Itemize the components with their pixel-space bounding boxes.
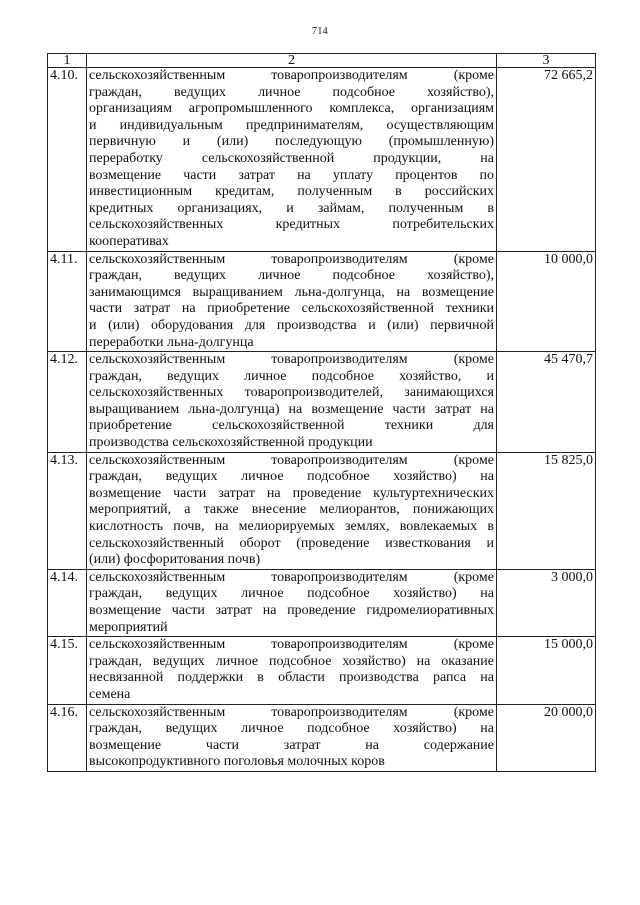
row-description [87, 251, 497, 352]
description-line: граждан, ведущих личное подсобное хозяйство) на [89, 469, 494, 485]
row-amount: 3 000,0 [497, 569, 596, 636]
description-line: кредитных организациях, и займам, полученным в [89, 200, 494, 216]
description-line: сельскохозяйственным товаропроизводителям (кроме [89, 569, 494, 585]
description-line: семена [89, 686, 131, 702]
description-line: возмещение части затрат на уплату процентов по [89, 167, 494, 183]
table-row [48, 704, 596, 771]
row-description [87, 637, 497, 704]
description-line: граждан, ведущих личное подсобное хозяйство, и [89, 368, 494, 384]
row-number: 4.11. [48, 251, 87, 352]
description-line: и индивидуальным предпринимателям, осуществляющим [89, 117, 494, 133]
description-line: мероприятий, а также внесение мелиорантов, понижающих [89, 502, 494, 518]
description-line: инвестиционным кредитам, полученным в российских [89, 184, 494, 200]
table-body [48, 68, 596, 772]
description-line: выращиванием льна-долгунца) на возмещение части затрат на [89, 401, 494, 417]
description-line: граждан, ведущих личное подсобное хозяйство), [89, 84, 494, 100]
description-line: переработку сельскохозяйственной продукции, на [89, 150, 494, 166]
description-line: возмещение части затрат на содержание [89, 737, 494, 753]
description-line: сельскохозяйственный оборот (проведение известкования и [89, 535, 494, 551]
description-line: граждан, ведущих личное подсобное хозяйство), [89, 268, 494, 284]
header-col-3: 3 [497, 54, 596, 68]
description-line: возмещение части затрат на проведение культуртехнических [89, 485, 494, 501]
description-line: занимающимся выращиванием льна-долгунца, на возмещение [89, 284, 494, 300]
row-description [87, 704, 497, 771]
description-line: сельскохозяйственным товаропроизводителям (кроме [89, 68, 494, 83]
description-line: организациям агропромышленного комплекса, организациям [89, 101, 494, 117]
description-line: сельскохозяйственным товаропроизводителям (кроме [89, 637, 494, 653]
row-number: 4.12. [48, 352, 87, 453]
description-line: производства сельскохозяйственной продукции [89, 435, 373, 451]
description-line: возмещение части затрат на проведение гидромелиоративных [89, 603, 494, 618]
row-amount: 72 665,2 [497, 68, 596, 252]
table-row [48, 452, 596, 569]
description-line: переработки льна-долгунца [89, 334, 254, 350]
description-line: граждан, ведущих личное подсобное хозяйство) на [89, 721, 494, 737]
description-line: мероприятий [89, 619, 168, 635]
description-line: первичную и (или) последующую (промышленную) [89, 134, 494, 150]
budget-table [47, 53, 596, 772]
row-number: 4.15. [48, 637, 87, 704]
header-col-1: 1 [48, 54, 87, 68]
table-row [48, 352, 596, 453]
description-line: граждан, ведущих личное подсобное хозяйство) на оказание [89, 653, 494, 669]
page-number: 714 [312, 26, 328, 37]
description-line: несвязанной поддержки в области производства рапса на [89, 670, 494, 686]
description-line: сельскохозяйственным товаропроизводителям (кроме [89, 452, 494, 468]
row-number: 4.13. [48, 452, 87, 569]
description-line: сельскохозяйственным товаропроизводителям (кроме [89, 251, 494, 267]
row-amount: 20 000,0 [497, 704, 596, 771]
row-amount: 45 470,7 [497, 352, 596, 453]
description-line: части затрат на приобретение сельскохозяйственной техники [89, 301, 494, 317]
row-amount: 10 000,0 [497, 251, 596, 352]
row-number: 4.16. [48, 704, 87, 771]
description-line: (или) фосфоритования почв) [89, 552, 261, 568]
description-line: граждан, ведущих личное подсобное хозяйство) на [89, 586, 494, 602]
row-amount: 15 825,0 [497, 452, 596, 569]
table-row [48, 68, 596, 252]
description-line: сельскохозяйственным товаропроизводителям (кроме [89, 352, 494, 368]
description-line: сельскохозяйственных товаропроизводителей, занимающихся [89, 385, 494, 401]
table-row [48, 637, 596, 704]
description-line: сельскохозяйственным товаропроизводителям (кроме [89, 704, 494, 720]
description-line: высокопродуктивного поголовья молочных коров [89, 754, 385, 770]
description-line: кооперативах [89, 233, 169, 249]
description-line: кислотность почв, на мелиорируемых землях, вовлекаемых в [89, 519, 494, 535]
description-line: приобретение сельскохозяйственной техники для [89, 418, 494, 434]
header-col-2: 2 [87, 54, 497, 68]
description-line: и (или) оборудования для производства и (или) первичной [89, 317, 494, 333]
row-number: 4.10. [48, 68, 87, 252]
header-row [48, 54, 596, 68]
description-line: сельскохозяйственных кредитных потребительских [89, 217, 494, 233]
row-description [87, 569, 497, 636]
table-header [48, 54, 596, 68]
row-amount: 15 000,0 [497, 637, 596, 704]
row-description [87, 452, 497, 569]
table-row [48, 251, 596, 352]
table-row [48, 569, 596, 636]
row-number: 4.14. [48, 569, 87, 636]
row-description [87, 352, 497, 453]
row-description [87, 68, 497, 252]
